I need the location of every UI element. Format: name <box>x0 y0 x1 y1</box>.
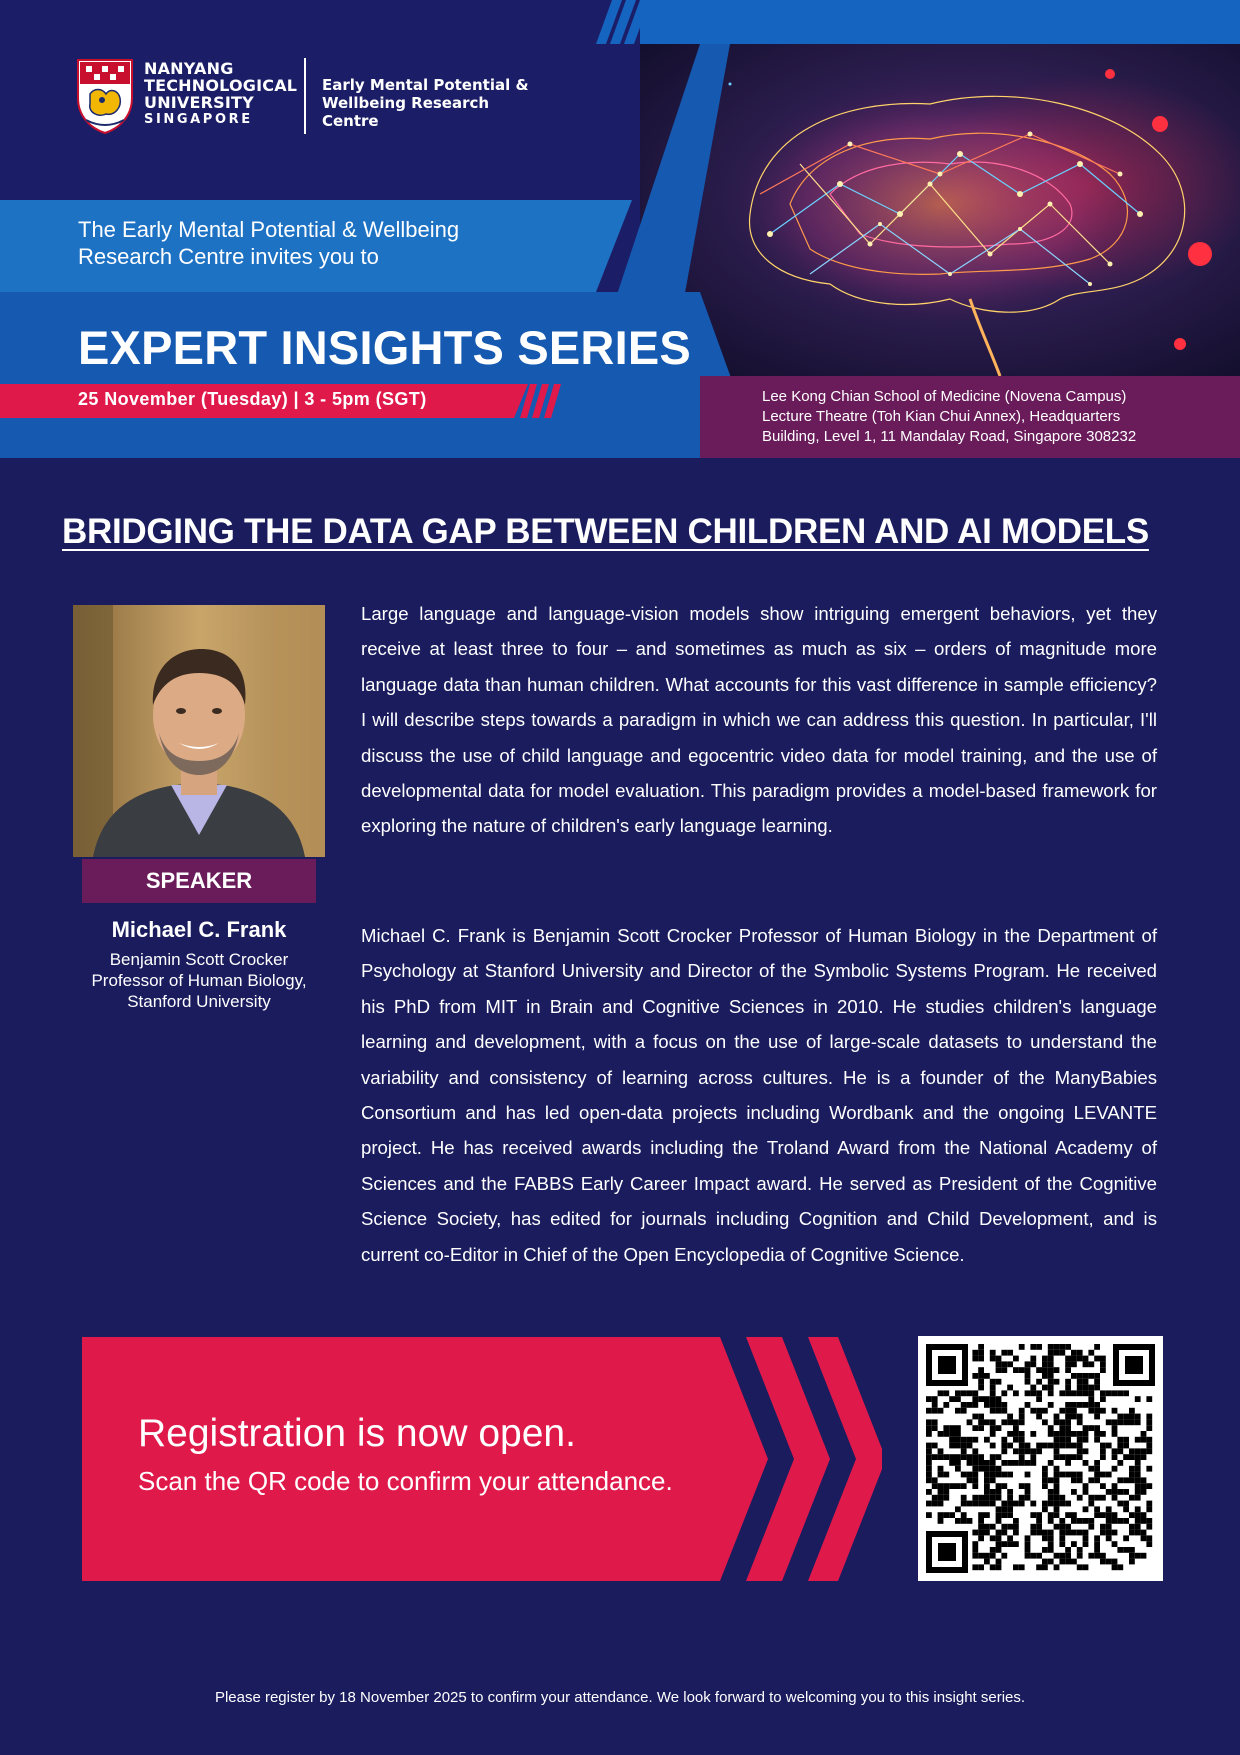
speaker-role-line: Stanford University <box>127 992 271 1011</box>
series-title: EXPERT INSIGHTS SERIES <box>78 321 691 374</box>
top-stripes-decoration <box>590 0 660 44</box>
university-name-line: NANYANG <box>144 59 234 78</box>
hero-image <box>640 44 1240 376</box>
centre-name-line: Early Mental Potential & <box>322 76 529 94</box>
poster-header <box>0 0 1240 458</box>
university-name-line: UNIVERSITY <box>144 93 254 112</box>
centre-name <box>322 76 546 130</box>
logo-divider <box>304 58 306 134</box>
university-country: SINGAPORE <box>144 112 253 127</box>
venue-line: Lee Kong Chian School of Medicine (Novena Campus) <box>762 388 1127 405</box>
talk-abstract: Large language and language-vision models show intriguing emergent behaviors, yet they receive at least three to four – and sometimes as much as six – orders of magnitude more language data than human children. What accounts for this vast difference in sample efficiency? I will describe steps towards a paradigm in which we can address this question. In particular, I'll discuss the use of child language and egocentric video data for model training, and the use of developmental data for model evaluation. This paradigm provides a model-based framework for exploring the nature of children's early language learning. <box>361 603 1157 837</box>
invitation-text <box>78 216 459 270</box>
university-name-line: TECHNOLOGICAL <box>144 76 298 95</box>
speaker-tag: SPEAKER <box>82 859 316 903</box>
talk-title: BRIDGING THE DATA GAP BETWEEN CHILDREN AND AI MODELS <box>62 512 1149 551</box>
venue-line: Building, Level 1, 11 Mandalay Road, Singapore 308232 <box>762 428 1137 445</box>
registration-banner <box>82 1337 882 1581</box>
speaker-portrait <box>73 605 325 857</box>
title-band <box>0 292 760 458</box>
speaker-bio: Michael C. Frank is Benjamin Scott Crocker Professor of Human Biology in the Department of Psychology at Stanford University and Director of the Symbolic Systems Program. He received his PhD from MIT in Brain and Cognitive Sciences in 2010. He studies children's language learning and development, with a focus on the use of large-scale datasets to understand the variability and consistency of learning across cultures. He is a founder of the ManyBabies Consortium and has led open-data projects including Wordbank and the ongoing LEVANTE project. He has received awards including the Troland Award from the National Academy of Sciences and the FABBS Early Career Impact award. He served as President of the Cognitive Science Society, has edited for journals including Cognition and Child Development, and is current co-Editor in Chief of the Open Encyclopedia of Cognitive Science. <box>361 925 1157 1265</box>
speaker-role <box>40 949 358 1012</box>
invitation-line: Research Centre invites you to <box>78 244 379 269</box>
top-band-accent <box>640 0 1240 44</box>
venue-line: Lecture Theatre (Toh Kian Chui Annex), Headquarters <box>762 408 1121 425</box>
qr-code-icon <box>918 1336 1163 1581</box>
brain-network-illustration <box>640 44 1240 376</box>
footer-note: Please register by 18 November 2025 to confirm your attendance. We look forward to welcoming you to this insight series. <box>214 1689 1026 1706</box>
speaker-name: Michael C. Frank <box>111 917 287 942</box>
event-venue <box>762 387 1136 447</box>
speaker-role-line: Professor of Human Biology, <box>91 971 307 990</box>
centre-name-line: Wellbeing Research Centre <box>322 94 490 130</box>
invitation-line: The Early Mental Potential & Wellbeing <box>78 217 460 242</box>
registration-qr-code[interactable] <box>918 1336 1163 1581</box>
registration-subtitle: Scan the QR code to confirm your attendance. <box>138 1466 673 1496</box>
date-stripes-decoration <box>520 384 568 418</box>
ntu-crest-icon <box>76 58 134 134</box>
speaker-photo <box>73 605 325 857</box>
speaker-role-line: Benjamin Scott Crocker <box>109 950 289 969</box>
ntu-logo-lockup <box>76 58 546 138</box>
event-date-time: 25 November (Tuesday) | 3 - 5pm (SGT) <box>78 389 427 409</box>
university-name <box>144 60 297 128</box>
registration-title: Registration is now open. <box>138 1412 576 1455</box>
